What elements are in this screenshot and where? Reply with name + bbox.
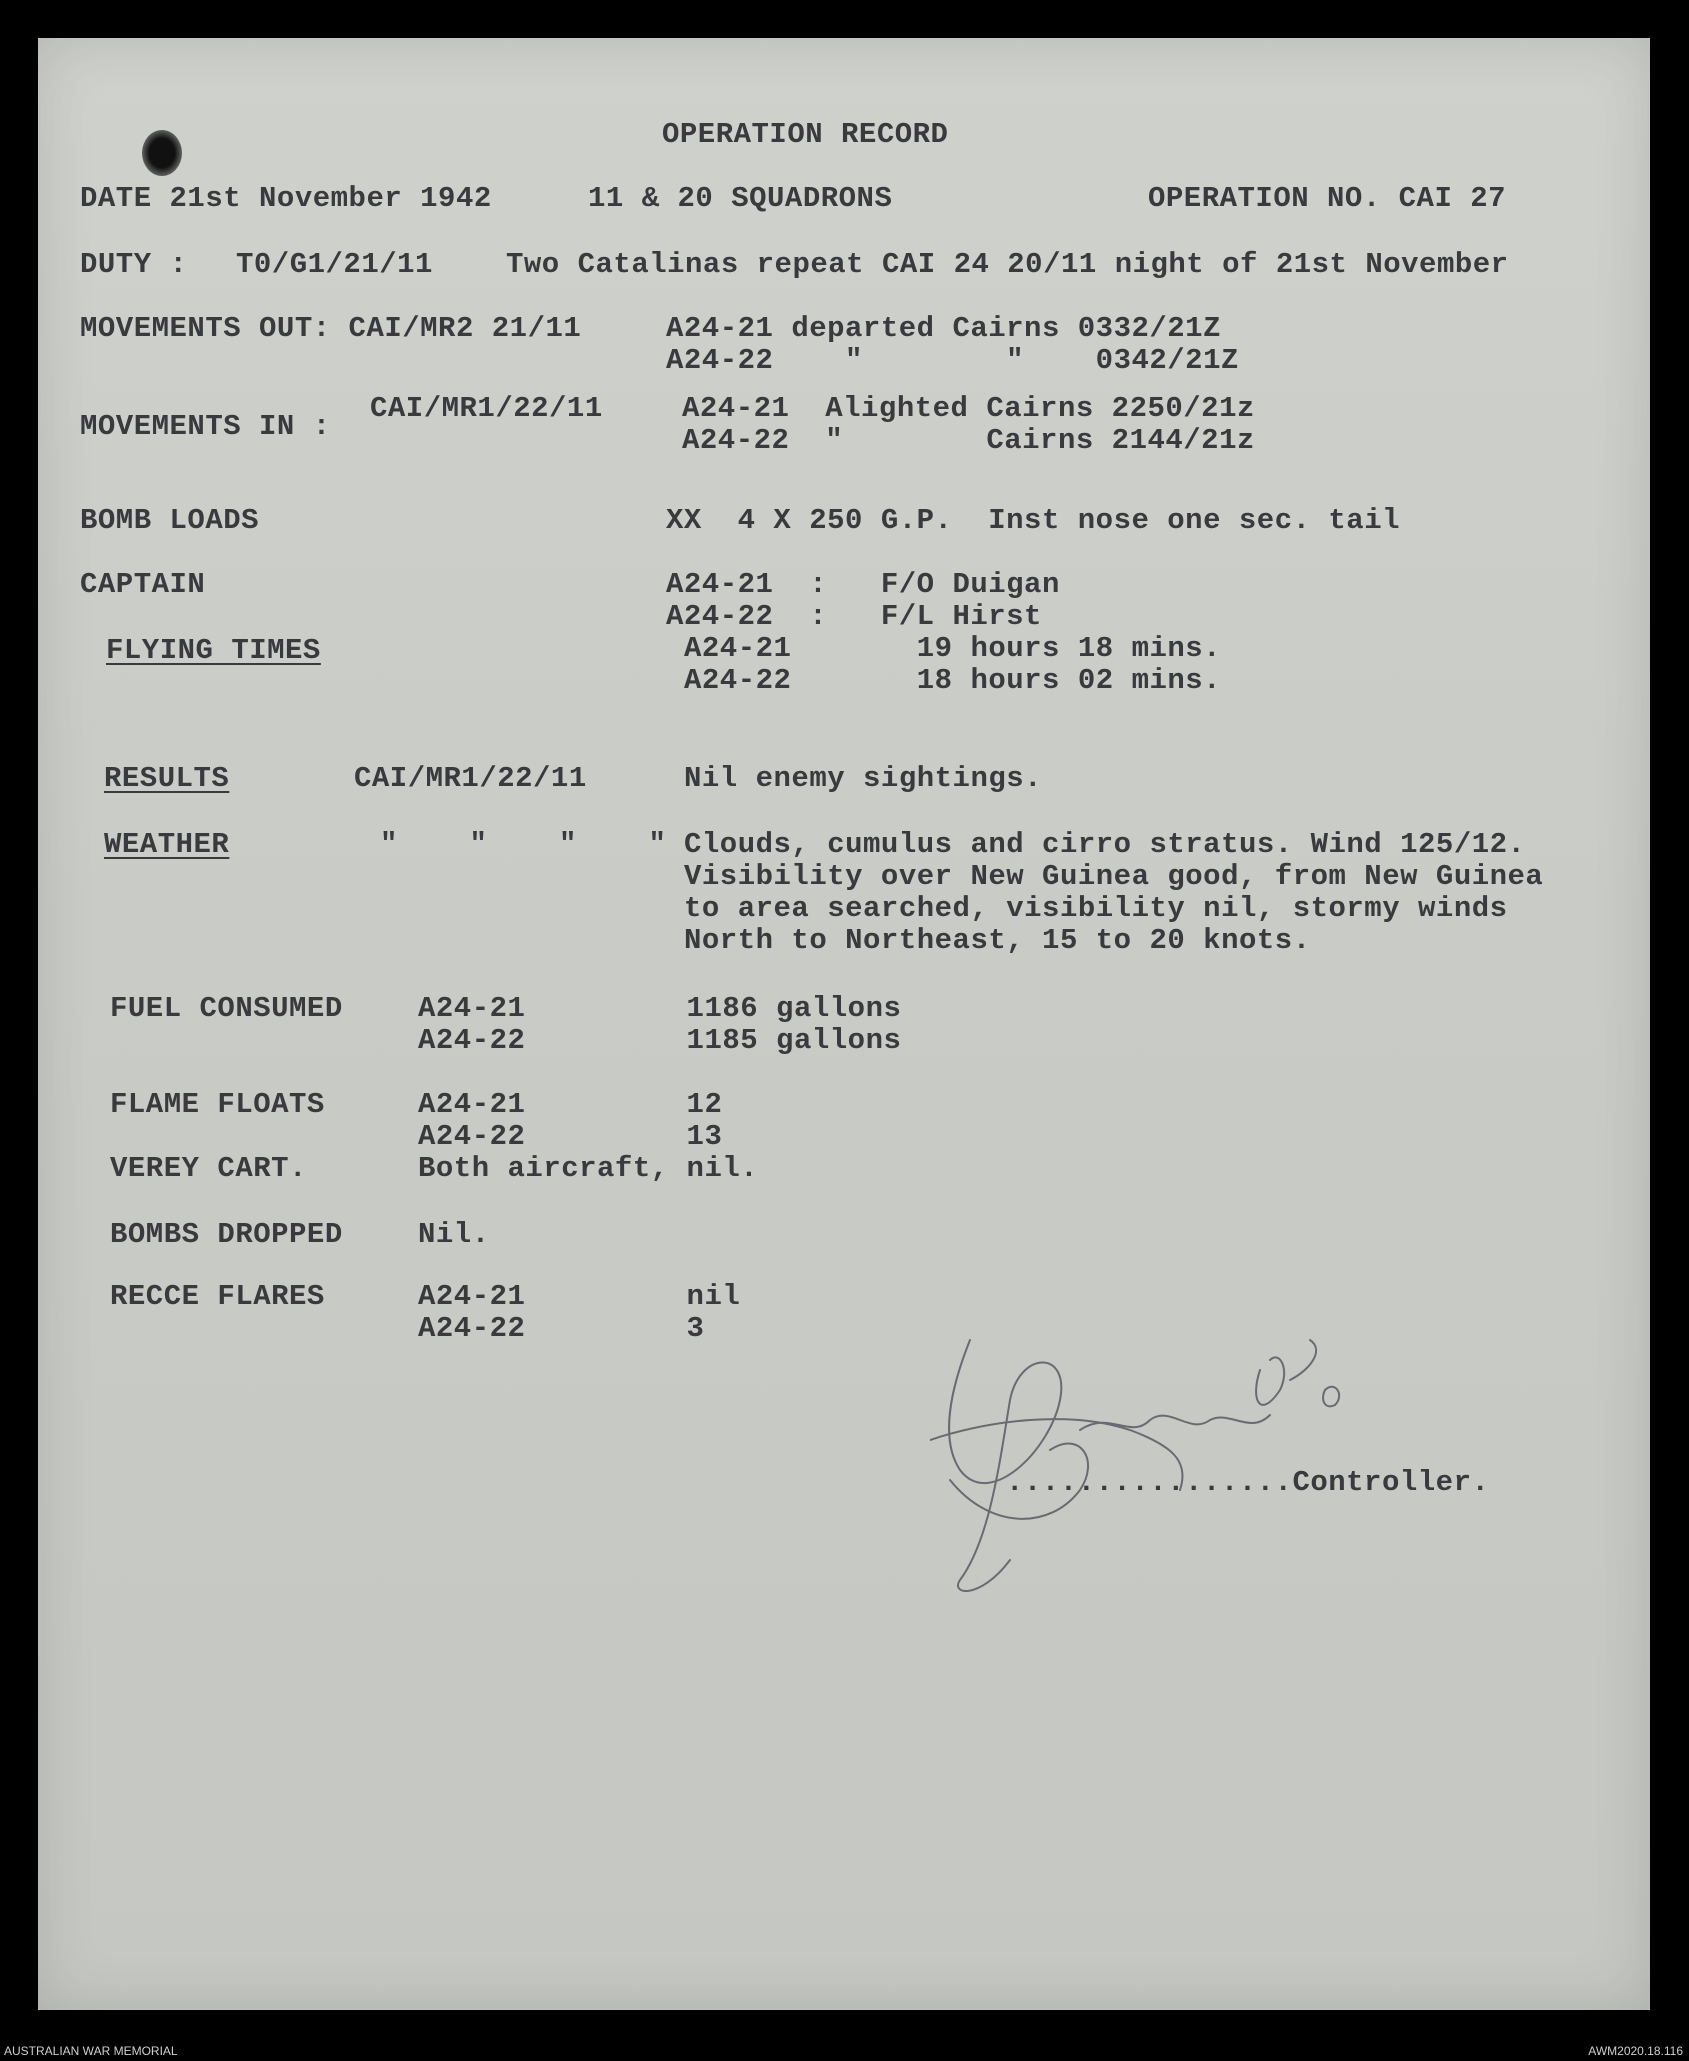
movements-out-label: MOVEMENTS OUT: CAI/MR2 21/11 xyxy=(80,312,582,345)
movements-out-line: A24-22 " " 0342/21Z xyxy=(666,344,1239,377)
captain-line: A24-21 : F/O Duigan xyxy=(666,568,1060,601)
movements-in-line: A24-21 Alighted Cairns 2250/21z xyxy=(682,392,1255,425)
recce-flares-label: RECCE FLARES xyxy=(110,1280,325,1313)
weather-line: North to Northeast, 15 to 20 knots. xyxy=(684,924,1311,957)
bomb-loads-value: XX 4 X 250 G.P. Inst nose one sec. tail xyxy=(666,504,1401,537)
duty-label: DUTY : xyxy=(80,248,188,281)
bomb-loads-label: BOMB LOADS xyxy=(80,504,260,537)
footer-right: AWM2020.18.116 xyxy=(1588,2044,1683,2058)
results-value: Nil enemy sightings. xyxy=(684,762,1043,795)
date-line: DATE 21st November 1942 xyxy=(80,182,492,215)
weather-line: Clouds, cumulus and cirro stratus. Wind 125/12. xyxy=(684,828,1526,861)
duty-ref: T0/G1/21/11 xyxy=(236,248,433,281)
flame-floats-label: FLAME FLOATS xyxy=(110,1088,325,1121)
footer-left: AUSTRALIAN WAR MEMORIAL xyxy=(4,2044,178,2058)
squadrons: 11 & 20 SQUADRONS xyxy=(588,182,893,215)
captain-label: CAPTAIN xyxy=(80,568,206,601)
operation-number: OPERATION NO. CAI 27 xyxy=(1148,182,1507,215)
movements-out-line: A24-21 departed Cairns 0332/21Z xyxy=(666,312,1221,345)
flying-times-line: A24-22 18 hours 02 mins. xyxy=(684,664,1222,697)
weather-ref: " " " " xyxy=(380,828,667,861)
fuel-consumed-label: FUEL CONSUMED xyxy=(110,992,343,1025)
verey-cart-label: VEREY CART. xyxy=(110,1152,307,1185)
flame-floats-line: A24-22 13 xyxy=(418,1120,723,1153)
movements-in-line: A24-22 " Cairns 2144/21z xyxy=(682,424,1255,457)
duty-text: Two Catalinas repeat CAI 24 20/11 night of 21st November xyxy=(506,248,1509,281)
verey-cart-value: Both aircraft, nil. xyxy=(418,1152,759,1185)
movements-in-label: MOVEMENTS IN : xyxy=(80,410,331,443)
weather-line: Visibility over New Guinea good, from New Guinea xyxy=(684,860,1544,893)
weather-line: to area searched, visibility nil, stormy winds xyxy=(684,892,1508,925)
results-label: RESULTS xyxy=(104,762,230,795)
movements-in-ref: CAI/MR1/22/11 xyxy=(370,392,603,425)
bombs-dropped-label: BOMBS DROPPED xyxy=(110,1218,343,1251)
bombs-dropped-value: Nil. xyxy=(418,1218,490,1251)
captain-line: A24-22 : F/L Hirst xyxy=(666,600,1042,633)
recce-flares-line: A24-22 3 xyxy=(418,1312,705,1345)
recce-flares-line: A24-21 nil xyxy=(418,1280,741,1313)
document-title: OPERATION RECORD xyxy=(662,118,949,151)
weather-label: WEATHER xyxy=(104,828,230,861)
flying-times-label: FLYING TIMES xyxy=(106,634,321,667)
fuel-line: A24-21 1186 gallons xyxy=(418,992,902,1025)
fuel-line: A24-22 1185 gallons xyxy=(418,1024,902,1057)
flying-times-line: A24-21 19 hours 18 mins. xyxy=(684,632,1222,665)
handwritten-signature xyxy=(930,1310,1350,1630)
flame-floats-line: A24-21 12 xyxy=(418,1088,723,1121)
punch-hole xyxy=(142,130,182,176)
controller-line: ................Controller. xyxy=(1006,1466,1490,1499)
results-ref: CAI/MR1/22/11 xyxy=(354,762,587,795)
